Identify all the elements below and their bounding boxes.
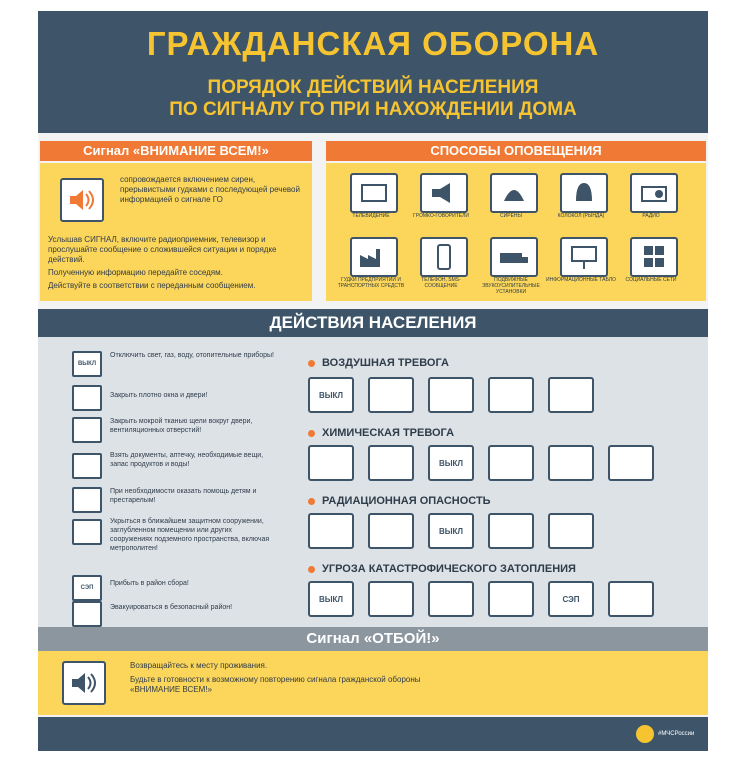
action-text: Взять документы, аптечку, необходимые вещи, запас продуктов и воды! [110, 452, 264, 468]
section-title: ВОЗДУШНАЯ ТРЕВОГА [322, 357, 449, 369]
evacuate-icon [608, 581, 654, 617]
speaker-icon [62, 661, 106, 705]
action-text: Закрыть мокрой тканью щели вокруг двери, вентиляционных отверстий! [110, 418, 253, 434]
close-windows-icon [368, 377, 414, 413]
all-clear-title: Сигнал «ОТБОЙ!» [38, 627, 708, 651]
all-clear-body [38, 651, 708, 715]
shelter-icon [72, 519, 102, 545]
shelter-icon [608, 445, 654, 481]
notification-label: РАДИО [642, 213, 660, 219]
actions-title: ДЕЙСТВИЯ НАСЕЛЕНИЯ [38, 309, 708, 337]
bullet: Действуйте в соответствии с переданным сообщением. [48, 281, 256, 290]
notification-label: ГРОМКО-ГОВОРИТЕЛИ [413, 213, 469, 219]
help-icon [72, 487, 102, 513]
factory-icon [350, 237, 398, 277]
bell-icon [560, 173, 608, 213]
power-off-icon: ВЫКЛ [72, 351, 102, 377]
poster-title: ГРАЖДАНСКАЯ ОБОРОНА [146, 25, 600, 62]
section-radiation [308, 495, 491, 507]
bullet-dot [308, 498, 315, 505]
section-title: РАДИАЦИОННАЯ ОПАСНОСТЬ [322, 495, 491, 507]
notification-label: КОЛОКОЛ (РЫНДА) [557, 213, 605, 219]
billboard-icon [560, 237, 608, 277]
power-off-icon: ВЫКЛ [308, 377, 354, 413]
social-icon [630, 237, 678, 277]
poster-subtitle [38, 77, 708, 121]
loudspeaker-icon [420, 173, 468, 213]
notification-label: ТЕЛЕВИДЕНИЕ [352, 213, 390, 219]
subtitle-line-2: ПО СИГНАЛУ ГО ПРИ НАХОЖДЕНИИ ДОМА [169, 99, 577, 120]
action-text: Прибыть в район сбора! [110, 580, 189, 587]
footer-org: #МЧСРоссии [658, 731, 695, 737]
assembly-icon: СЭП [72, 575, 102, 601]
signal-attention-bullets [48, 235, 304, 291]
bullet-dot [308, 360, 315, 367]
signal-attention-panel [40, 141, 312, 301]
siren-icon [490, 173, 538, 213]
emercom-logo-icon [634, 722, 656, 746]
actions-panel [38, 337, 708, 627]
section-flood [308, 563, 576, 575]
radio-icon [630, 173, 678, 213]
notification-label: ИНФОРМАЦИОННЫЕ ТАБЛО [546, 277, 616, 283]
notification-label: ГУДКИ ПРЕДПРИЯТИЙ И ТРАНСПОРТНЫХ СРЕДСТВ [337, 277, 405, 289]
notification-label: ТЕЛЕФОН, SMS-СООБЩЕНИЕ [421, 277, 461, 289]
bullet: Возвращайтесь к месту проживания. [130, 661, 268, 670]
signal-attention-body [40, 163, 312, 301]
speaker-icon [60, 178, 104, 222]
action-text: Отключить свет, газ, воду, отопительные приборы! [110, 352, 274, 359]
action-text: Закрыть плотно окна и двери! [110, 392, 208, 399]
notification-panel [326, 141, 706, 301]
notification-title: СПОСОБЫ ОПОВЕЩЕНИЯ [326, 141, 706, 161]
subtitle-line-1: ПОРЯДОК ДЕЙСТВИЙ НАСЕЛЕНИЯ [207, 77, 539, 98]
section-air-raid [308, 357, 449, 369]
power-off-icon: ВЫКЛ [428, 513, 474, 549]
evacuate-icon [72, 601, 102, 627]
power-off-icon: ВЫКЛ [428, 445, 474, 481]
poster [38, 11, 708, 751]
documents-icon [428, 377, 474, 413]
close-windows-icon [368, 581, 414, 617]
action-text: При необходимости оказать помощь детям и престарелым! [110, 488, 257, 504]
close-windows-icon [72, 385, 102, 411]
footer-bar [38, 717, 708, 751]
notification-label: СИРЕНЫ [500, 213, 522, 219]
section-title: ХИМИЧЕСКАЯ ТРЕВОГА [322, 427, 455, 439]
power-off-icon: ВЫКЛ [308, 581, 354, 617]
section-chemical [308, 427, 454, 439]
help-icon [548, 513, 594, 549]
action-text: Эвакуироваться в безопасный район! [110, 604, 233, 611]
header-banner [38, 11, 708, 133]
notification-label: ПОДВИЖНЫЕ ЗВУКОУСИЛИТЕЛЬНЫЕ УСТАНОВКИ [482, 277, 540, 295]
assembly-icon: СЭП [548, 581, 594, 617]
truck-icon [490, 237, 538, 277]
notification-label: СОЦИАЛЬНЫЕ СЕТИ [625, 277, 677, 283]
bullet: Полученную информацию передайте соседям. [48, 268, 223, 277]
documents-icon [488, 513, 534, 549]
bullet-dot [308, 430, 315, 437]
phone-icon [420, 237, 468, 277]
tv-icon [350, 173, 398, 213]
notification-body [326, 163, 706, 301]
all-clear-panel [38, 627, 708, 715]
seal-gaps-icon [368, 445, 414, 481]
close-windows-icon [308, 445, 354, 481]
seal-gaps-icon [368, 513, 414, 549]
signal-attention-title: Сигнал «ВНИМАНИЕ ВСЕМ!» [40, 141, 312, 161]
section-title: УГРОЗА КАТАСТРОФИЧЕСКОГО ЗАТОПЛЕНИЯ [322, 563, 576, 575]
help-icon [548, 445, 594, 481]
documents-icon [72, 453, 102, 479]
documents-icon [488, 445, 534, 481]
signal-attention-description: сопровождается включением сирен, прерывистыми гудками с последующей речевой информацией о сигнале ГО [120, 175, 300, 204]
documents-icon [428, 581, 474, 617]
seal-gaps-icon [72, 417, 102, 443]
all-clear-bullets [130, 661, 450, 695]
bullet-dot [308, 566, 315, 573]
action-text: Укрыться в ближайшем защитном сооружении, заглубленном помещении или других сооружениях подземного пространства, включая метрополитен! [110, 518, 270, 552]
help-icon [488, 581, 534, 617]
bullet: Будьте в готовности к возможному повторению сигнала гражданской обороны «ВНИМАНИЕ ВСЕМ!» [130, 675, 421, 694]
bullet: Услышав СИГНАЛ, включите радиоприемник, телевизор и прослушайте сообщение о сложившейся ситуации и порядке действий. [48, 235, 277, 264]
close-windows-icon [308, 513, 354, 549]
shelter-icon [548, 377, 594, 413]
help-icon [488, 377, 534, 413]
